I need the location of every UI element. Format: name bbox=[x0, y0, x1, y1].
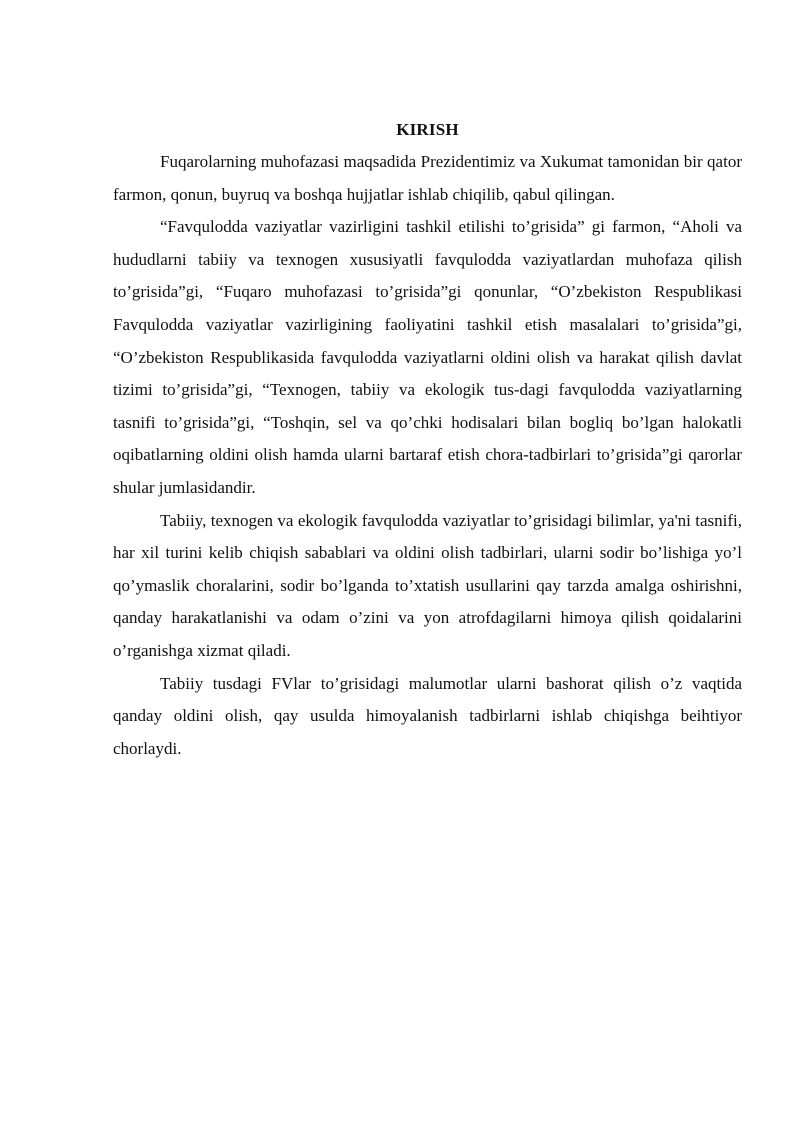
paragraph-1: Fuqarolarning muhofazasi maqsadida Prezidentimiz va Xukumat tamonidan bir qator farmon, qonun, buyruq va boshqa hujjatlar ishlab chiqilib, qabul qilingan. bbox=[113, 152, 742, 204]
paragraph-2: “Favqulodda vaziyatlar vazirligini tashkil etilishi to’grisida” gi farmon, “Aholi va hududlarni tabiiy va texnogen xususiyatli favqulodda vaziyatlardan muhofaza qilish to’grisida”gi, “Fuqaro muhofazasi to’grisida”gi qonunlar, “O’zbekiston Respublikasi Favqulodda vaziyatlar vazirligining faoliyatini tashkil etish masalalari to’grisida”gi, “O’zbekiston Respublikasida favqulodda vaziyatlarni oldini olish va harakat qilish davlat tizimi to’grisida”gi, “Texnogen, tabiiy va ekologik tus-dagi favqulodda vaziyatlarning tasnifi to’grisida”gi, “Toshqin, sel va qo’chki hodisalari bilan bogliq bo’lgan halokatli oqibatlarning oldini olish hamda ularni bartaraf etish chora-tadbirlari to’grisida”gi qarorlar shular jumlasidandir. bbox=[113, 217, 742, 497]
document-body bbox=[113, 116, 742, 765]
paragraph-4: Tabiiy tusdagi FVlar to’grisidagi malumotlar ularni bashorat qilish o’z vaqtida qanday oldini olish, qay usulda himoyalanish tadbirlarni ishlab chiqishga beihtiyor chorlaydi. bbox=[113, 673, 742, 758]
paragraph-3: Tabiiy, texnogen va ekologik favqulodda vaziyatlar to’grisidagi bilimlar, ya'ni tasnifi, har xil turini kelib chiqish sabablari va oldini olish tadbirlari, ularni sodir bo’lishiga yo’l qo’ymaslik choralarini, sodir bo’lganda to’xtatish usullarini qay tarzda amalga oshirishni, qanday harakatlanishi va odam o’zini va yon atrofdagilarni himoya qilish qoidalarini o’rganishga xizmat qiladi. bbox=[113, 510, 742, 660]
section-heading: KIRISH bbox=[396, 120, 459, 139]
